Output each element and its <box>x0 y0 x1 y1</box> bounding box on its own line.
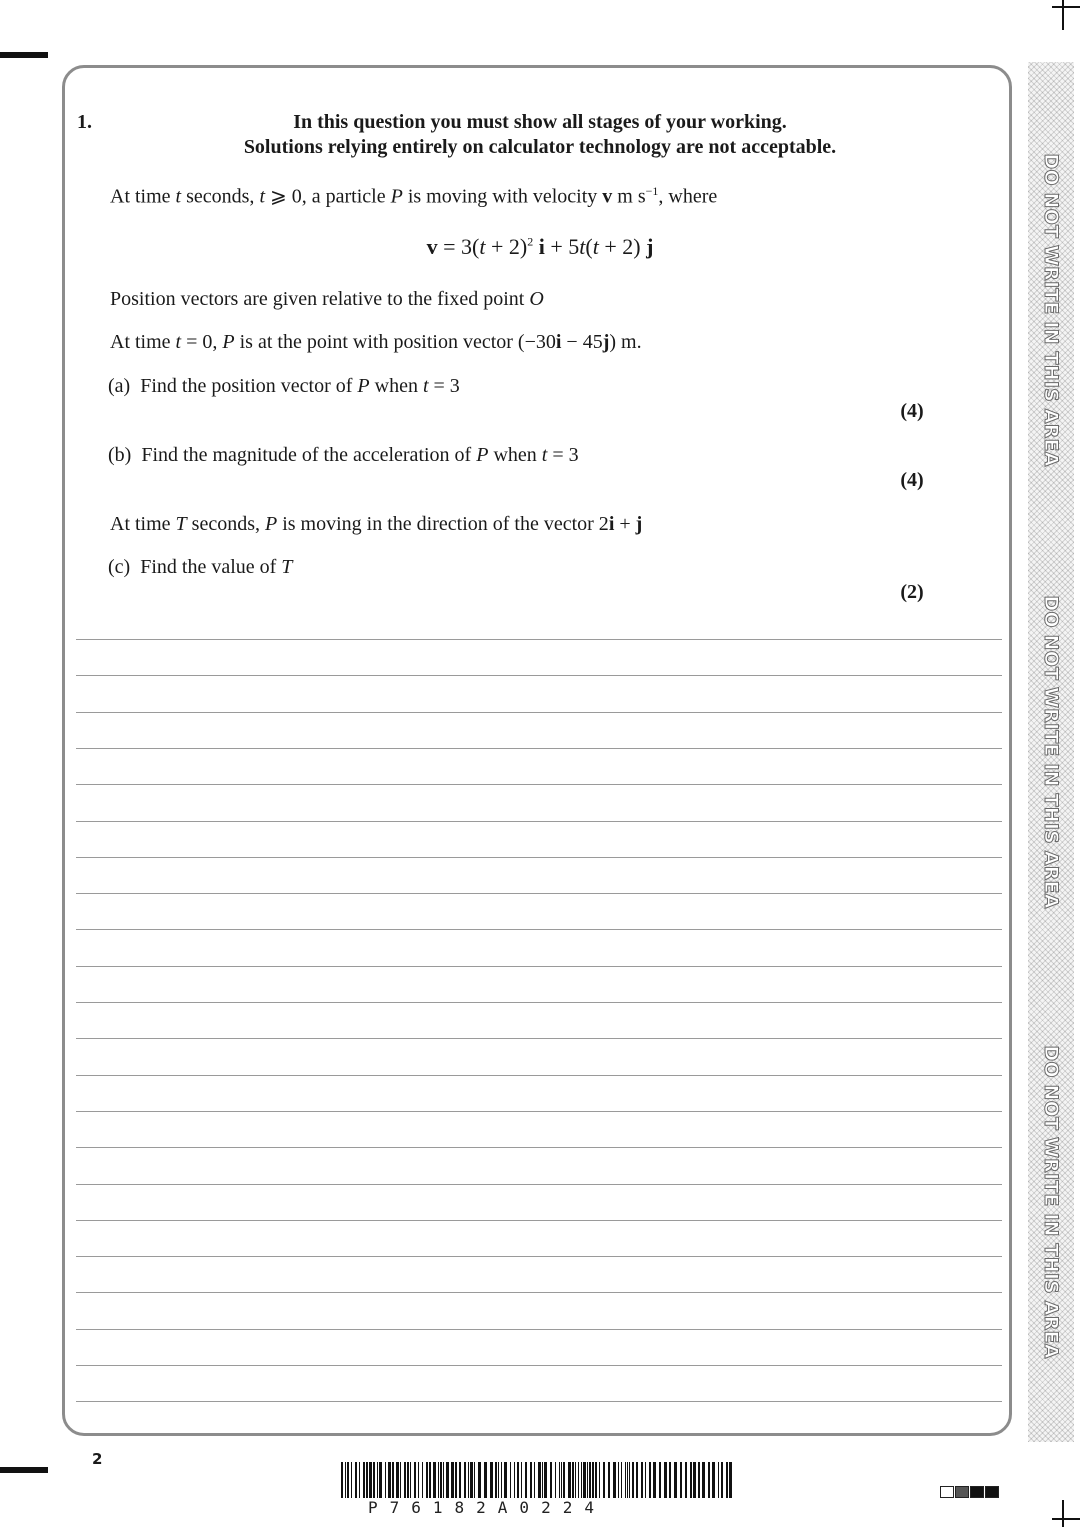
barcode-bar <box>592 1462 594 1498</box>
barcode-bar <box>345 1462 346 1498</box>
barcode-bar <box>438 1462 439 1498</box>
barcode-bar <box>355 1462 357 1498</box>
barcode-bar <box>632 1462 634 1498</box>
barcode-bar <box>618 1462 619 1498</box>
answer-line[interactable] <box>76 893 1002 894</box>
barcode-bar <box>581 1462 582 1498</box>
part-c: (c) Find the value of T <box>108 556 293 578</box>
page-indicator-boxes <box>940 1486 1000 1504</box>
question-frame <box>62 65 1012 1436</box>
barcode-bar <box>392 1462 394 1498</box>
answer-line[interactable] <box>76 1075 1002 1076</box>
barcode-bar <box>575 1462 576 1498</box>
barcode-bar <box>359 1462 360 1498</box>
barcode-bar <box>729 1462 732 1498</box>
answer-line[interactable] <box>76 1292 1002 1293</box>
barcode-bar <box>418 1462 419 1498</box>
barcode-bar <box>440 1462 442 1498</box>
barcode-bar <box>426 1462 428 1498</box>
barcode-bar <box>572 1462 574 1498</box>
answer-line[interactable] <box>76 675 1002 676</box>
answer-line[interactable] <box>76 1147 1002 1148</box>
part-a: (a) Find the position vector of P when t = 3 <box>108 375 460 397</box>
barcode-bar <box>446 1462 449 1498</box>
barcode-bar <box>550 1462 552 1498</box>
answer-line[interactable] <box>76 784 1002 785</box>
barcode-bar <box>595 1462 597 1498</box>
barcode-bar <box>659 1462 661 1498</box>
barcode-bar <box>495 1462 497 1498</box>
barcode-bar <box>690 1462 692 1498</box>
answer-line[interactable] <box>76 857 1002 858</box>
barcode-bar <box>388 1462 391 1498</box>
barcode-bar <box>702 1462 705 1498</box>
intro-text: At time t seconds, t ⩾ 0, a particle P is moving with velocity v m $s^{-1}$, where <box>110 184 718 208</box>
barcode-bar <box>629 1462 630 1498</box>
instruction-line-2: Solutions relying entirely on calculator technology are not acceptable. <box>243 136 837 158</box>
answer-line[interactable] <box>76 639 1002 640</box>
answer-line[interactable] <box>76 1256 1002 1257</box>
barcode-bar <box>373 1462 375 1498</box>
answer-line[interactable] <box>76 821 1002 822</box>
barcode-bar <box>698 1462 700 1498</box>
barcode-bar <box>599 1462 600 1498</box>
barcode-bar <box>396 1462 399 1498</box>
answer-line[interactable] <box>76 712 1002 713</box>
barcode-bar <box>459 1462 461 1498</box>
answer-line[interactable] <box>76 1401 1002 1402</box>
barcode-bar <box>555 1462 556 1498</box>
barcode-bar <box>603 1462 605 1498</box>
barcode-bar <box>377 1462 378 1498</box>
barcode-bar <box>708 1462 710 1498</box>
velocity-equation: $v = 3(t + 2)^2$ i + 5t(t + 2) j <box>426 234 654 259</box>
crop-mark-bottom-left <box>0 1467 48 1473</box>
barcode-bar <box>561 1462 562 1498</box>
barcode-bar <box>468 1462 469 1498</box>
barcode-bar <box>613 1462 616 1498</box>
barcode-bar <box>669 1462 671 1498</box>
barcode-bar <box>510 1462 511 1498</box>
barcode-bar <box>363 1462 365 1498</box>
barcode-bar <box>685 1462 687 1498</box>
barcode-bar <box>478 1462 481 1498</box>
barcode-bar <box>563 1462 565 1498</box>
barcode-bar <box>721 1462 723 1498</box>
barcode-bar <box>559 1462 560 1498</box>
barcode-bar <box>649 1462 651 1498</box>
barcode-bar <box>385 1462 386 1498</box>
barcode-bar <box>514 1462 515 1498</box>
barcode-bar <box>347 1462 349 1498</box>
answer-line[interactable] <box>76 1184 1002 1185</box>
page-number: 2 <box>92 1450 103 1468</box>
barcode-bar <box>645 1462 646 1498</box>
barcode-bar <box>498 1462 499 1498</box>
position-note: Position vectors are given relative to the fixed point O <box>110 288 544 310</box>
barcode-bar <box>404 1462 406 1498</box>
barcode-bar <box>544 1462 547 1498</box>
barcode-bar <box>422 1462 423 1498</box>
barcode-bar <box>455 1462 457 1498</box>
barcode-bar <box>410 1462 411 1498</box>
answer-line[interactable] <box>76 748 1002 749</box>
answer-line[interactable] <box>76 1220 1002 1221</box>
crop-mark-bottom-right-h <box>1052 1518 1080 1520</box>
barcode-bar <box>407 1462 409 1498</box>
answer-line[interactable] <box>76 1038 1002 1039</box>
barcode-number: P76182A0224 <box>368 1498 606 1517</box>
crop-mark-bottom-right-v <box>1062 1500 1064 1527</box>
barcode-bar <box>369 1462 372 1498</box>
part-a-marks: (4) <box>900 400 924 422</box>
barcode-bar <box>490 1462 493 1498</box>
answer-line[interactable] <box>76 966 1002 967</box>
barcode-bar <box>534 1462 535 1498</box>
part-c-marks: (2) <box>900 581 924 603</box>
barcode-bar <box>542 1462 543 1498</box>
barcode-bar <box>451 1462 454 1498</box>
barcode-bar <box>664 1462 667 1498</box>
barcode-bar <box>568 1462 571 1498</box>
barcode-bar <box>641 1462 643 1498</box>
answer-line[interactable] <box>76 929 1002 930</box>
instruction-line-1: In this question you must show all stages of your working. <box>293 111 787 133</box>
barcode-bar <box>366 1462 368 1498</box>
barcode-bar <box>693 1462 696 1498</box>
barcode <box>341 1462 735 1498</box>
barcode-bar <box>484 1462 487 1498</box>
answer-line[interactable] <box>76 1111 1002 1112</box>
barcode-bar <box>433 1462 436 1498</box>
question-number: 1. <box>77 111 92 133</box>
barcode-bar <box>443 1462 444 1498</box>
barcode-bar <box>474 1462 475 1498</box>
barcode-bar <box>470 1462 473 1498</box>
crop-mark-top-left <box>0 52 48 58</box>
barcode-bar <box>578 1462 579 1498</box>
barcode-bar <box>589 1462 591 1498</box>
barcode-bar <box>400 1462 401 1498</box>
answer-line[interactable] <box>76 1002 1002 1003</box>
barcode-bar <box>521 1462 522 1498</box>
barcode-bar <box>608 1462 610 1498</box>
barcode-bar <box>583 1462 586 1498</box>
barcode-bar <box>530 1462 532 1498</box>
barcode-bar <box>429 1462 431 1498</box>
barcode-bar <box>636 1462 638 1498</box>
answer-line[interactable] <box>76 1365 1002 1366</box>
barcode-bar <box>653 1462 656 1498</box>
barcode-bar <box>726 1462 728 1498</box>
direction-text: At time T seconds, P is moving in the direction of the vector 2i + j <box>110 513 643 535</box>
barcode-bar <box>525 1462 527 1498</box>
barcode-bar <box>351 1462 352 1498</box>
barcode-bar <box>501 1462 502 1498</box>
crop-mark-top-right-v <box>1062 0 1064 30</box>
barcode-bar <box>379 1462 382 1498</box>
barcode-bar <box>621 1462 622 1498</box>
barcode-bar <box>587 1462 588 1498</box>
part-b: (b) Find the magnitude of the acceleration of P when t = 3 <box>108 444 579 466</box>
barcode-bar <box>674 1462 677 1498</box>
barcode-bar <box>464 1462 466 1498</box>
barcode-text <box>368 1498 708 1517</box>
barcode-bar <box>625 1462 626 1498</box>
barcode-bar <box>712 1462 715 1498</box>
part-b-marks: (4) <box>900 469 924 491</box>
barcode-bar <box>538 1462 541 1498</box>
barcode-bar <box>517 1462 519 1498</box>
barcode-bar <box>627 1462 628 1498</box>
answer-line[interactable] <box>76 1329 1002 1330</box>
barcode-bar <box>341 1462 343 1498</box>
crop-mark-top-right-h <box>1052 6 1080 8</box>
barcode-bar <box>680 1462 682 1498</box>
barcode-bar <box>504 1462 507 1498</box>
initial-position: At time t = 0, P is at the point with position vector (−30i − 45j) m. <box>110 331 642 353</box>
barcode-bar <box>414 1462 416 1498</box>
barcode-bar <box>718 1462 719 1498</box>
